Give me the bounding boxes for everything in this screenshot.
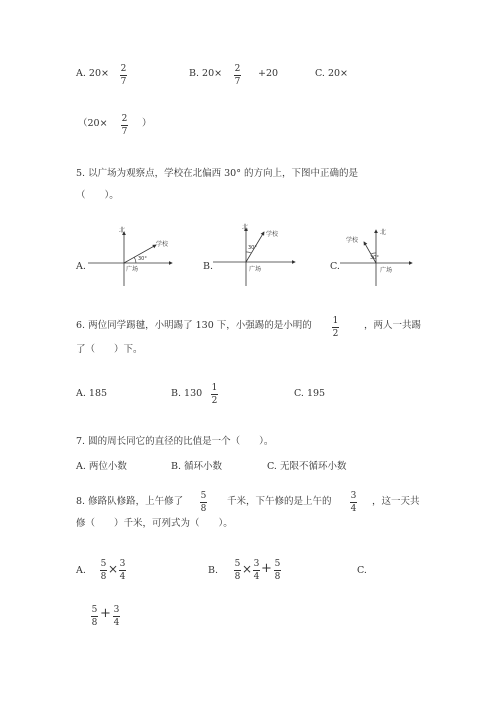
q8-option-c-plus: + [100, 606, 111, 621]
q4-continuation-open: （20× [78, 118, 108, 129]
q6-option-b[interactable]: B. 130 [171, 388, 203, 399]
school-label: 学校 [266, 231, 279, 238]
angle-arc [246, 252, 251, 253]
q4-option-a[interactable]: A. 20× [76, 68, 109, 79]
q8-option-a-fraction-1: 5 8 [100, 559, 107, 582]
north-label: 北 [119, 227, 126, 234]
q8-stem-line2: 修（ ）千米，可列式为（ ）。 [76, 518, 233, 529]
q5-option-a-label[interactable]: A. [76, 261, 86, 272]
angle-label: 30° [248, 245, 257, 251]
q8-option-a-label[interactable]: A. [76, 565, 86, 576]
q7-option-b[interactable]: B. 循环小数 [171, 461, 223, 472]
q5-option-b-label[interactable]: B. [203, 261, 214, 272]
q8-option-b-fraction-1: 5 8 [234, 559, 241, 582]
q6-option-c[interactable]: C. 195 [294, 388, 326, 399]
angle-label: 30° [370, 255, 379, 261]
angle-arc [134, 257, 136, 263]
q8-stem-part2: 千米，下午修的是上午的 [227, 496, 332, 507]
square-label: 广场 [380, 267, 393, 274]
q8-option-b-plus: + [261, 561, 272, 576]
q4-option-b-suffix: +20 [258, 68, 279, 79]
school-label: 学校 [346, 237, 359, 244]
q6-stem-part1: 6. 两位同学踢毽，小明踢了 130 下，小强踢的是小明的 [76, 320, 312, 331]
q4-option-c[interactable]: C. 20× [315, 68, 349, 79]
q8-stem-fraction-2: 3 4 [350, 491, 357, 514]
q7-stem: 7. 圆的周长同它的直径的比值是一个（ ）。 [76, 436, 274, 447]
q5-stem-line2: （ ）。 [76, 190, 119, 201]
q6-option-b-fraction: 1 2 [211, 383, 218, 406]
q5-stem-line1: 5. 以广场为观察点，学校在北偏西 30° 的方向上，下图中正确的是 [76, 168, 358, 179]
q4-option-a-fraction: 2 7 [120, 64, 127, 87]
q7-option-a[interactable]: A. 两位小数 [76, 461, 127, 472]
q6-stem-part2: ，两人一共踢 [364, 320, 422, 331]
q8-option-c-fraction-2: 3 4 [113, 605, 120, 628]
q4-option-b[interactable]: B. 20× [189, 68, 223, 79]
q8-option-a-fraction-2: 3 4 [119, 559, 126, 582]
q8-stem-part3: ，这一天共 [372, 496, 420, 507]
q5-option-a-diagram [88, 226, 178, 291]
q8-option-b-label[interactable]: B. [208, 565, 219, 576]
q4-option-b-fraction: 2 7 [234, 64, 241, 87]
q4-continuation-fraction: 2 7 [121, 114, 128, 137]
square-label: 广场 [249, 266, 262, 273]
q5-option-c-label[interactable]: C. [330, 261, 340, 272]
q5-option-b-diagram [213, 222, 303, 290]
q8-option-a-times: × [108, 562, 119, 576]
q7-option-c[interactable]: C. 无限不循环小数 [267, 461, 347, 472]
q6-option-a[interactable]: A. 185 [76, 388, 108, 399]
north-label: 北 [380, 229, 387, 236]
north-label: 北 [242, 224, 249, 231]
q6-stem-line2: 了（ ）下。 [76, 344, 143, 355]
q4-continuation-close: ） [142, 118, 152, 129]
q8-option-b-fraction-2: 3 4 [253, 559, 260, 582]
q8-stem-fraction-1: 5 8 [200, 491, 207, 514]
q8-stem-part1: 8. 修路队修路，上午修了 [76, 496, 184, 507]
school-label: 学校 [156, 241, 169, 248]
angle-label: 30° [138, 256, 147, 262]
q8-option-b-times: × [242, 562, 253, 576]
q8-option-c-fraction-1: 5 8 [91, 605, 98, 628]
q6-stem-fraction: 1 2 [332, 316, 339, 339]
square-label: 广场 [126, 266, 139, 273]
q5-option-c-diagram [340, 226, 430, 290]
q8-option-c-label[interactable]: C. [357, 565, 367, 576]
q8-option-b-fraction-3: 5 8 [274, 559, 281, 582]
angle-arc [371, 253, 376, 254]
